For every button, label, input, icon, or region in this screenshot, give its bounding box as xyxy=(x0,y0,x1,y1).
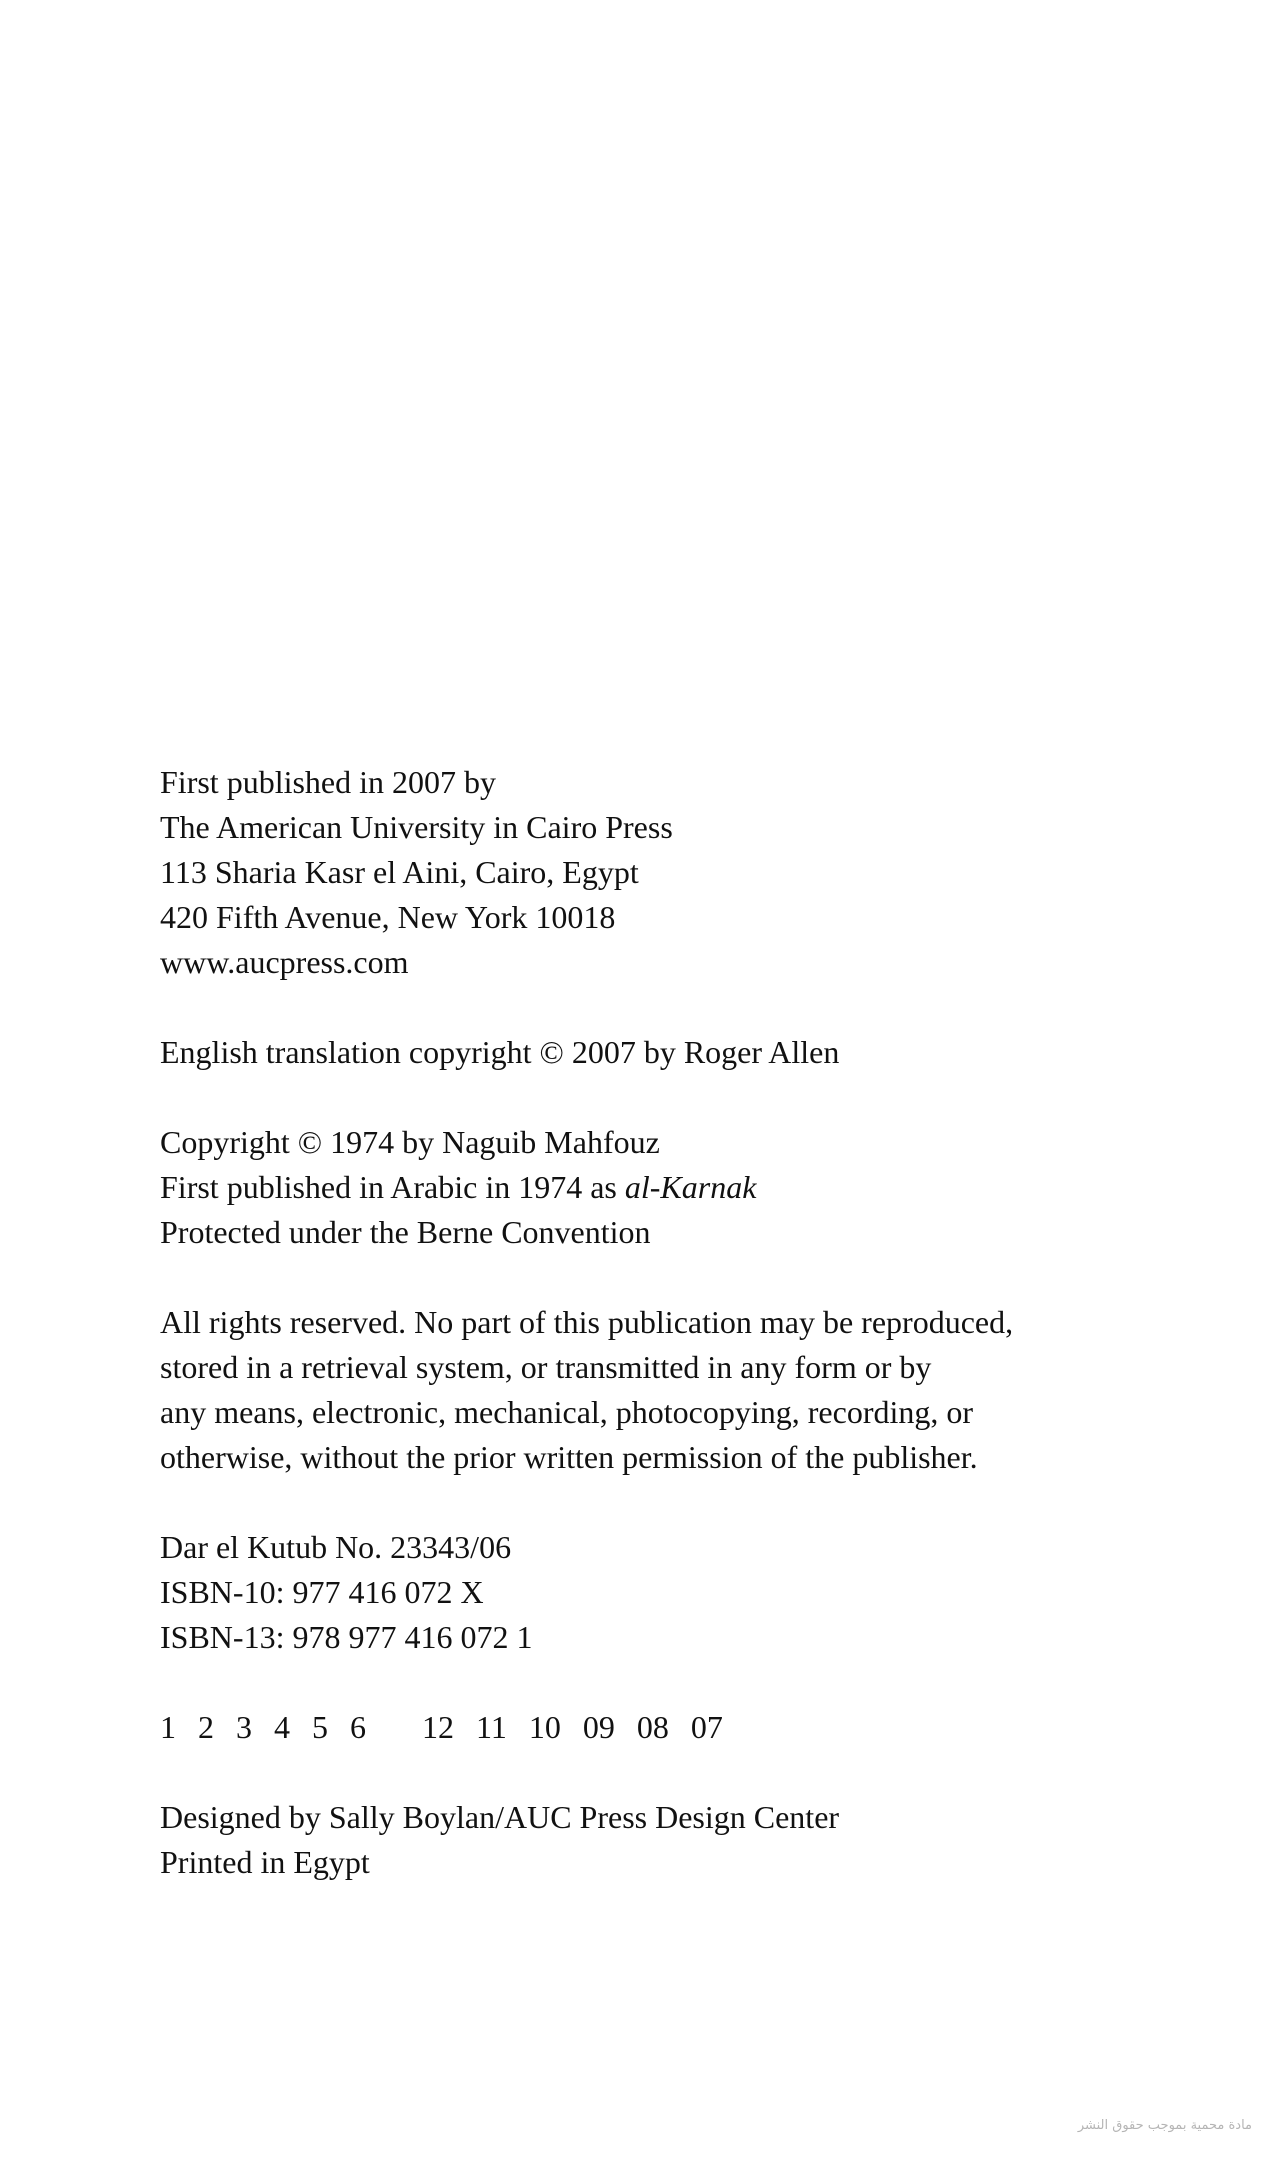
impression-number: 3 xyxy=(236,1709,252,1745)
rights-statement xyxy=(160,1300,1160,1480)
year-number: 09 xyxy=(582,1709,615,1745)
isbn-13: ISBN-13: 978 977 416 072 1 xyxy=(160,1619,533,1655)
first-published-line: First published in 2007 by xyxy=(160,764,497,800)
year-number: 11 xyxy=(476,1709,507,1745)
credits xyxy=(160,1795,1160,1885)
year-number: 12 xyxy=(422,1709,454,1745)
isbn-10: ISBN-10: 977 416 072 X xyxy=(160,1574,484,1610)
arabic-publication-line xyxy=(160,1165,1160,1210)
printed-in: Printed in Egypt xyxy=(160,1844,370,1880)
impression-number: 6 xyxy=(350,1709,366,1745)
translation-copyright xyxy=(160,1030,1160,1075)
impression-number: 1 xyxy=(160,1709,176,1745)
original-copyright xyxy=(160,1120,1160,1255)
translation-copyright-line: English translation copyright © 2007 by Roger Allen xyxy=(160,1034,840,1070)
publisher-address-newyork: 420 Fifth Avenue, New York 10018 xyxy=(160,899,616,935)
impression-number: 4 xyxy=(274,1709,290,1745)
rights-line-3: any means, electronic, mechanical, photocopying, recording, or xyxy=(160,1394,974,1430)
printing-line xyxy=(160,1705,1160,1750)
designer-credit: Designed by Sally Boylan/AUC Press Design Center xyxy=(160,1799,840,1835)
copyright-watermark: مادة محمية بموجب حقوق النشر xyxy=(1077,2118,1252,2133)
catalog-info xyxy=(160,1525,1160,1660)
berne-convention-line: Protected under the Berne Convention xyxy=(160,1214,651,1250)
original-copyright-line: Copyright © 1974 by Naguib Mahfouz xyxy=(160,1124,660,1160)
copyright-block xyxy=(160,760,1160,1885)
original-title: al-Karnak xyxy=(624,1169,757,1205)
publisher-address-cairo: 113 Sharia Kasr el Aini, Cairo, Egypt xyxy=(160,854,639,890)
publisher-website: www.aucpress.com xyxy=(160,944,409,980)
impression-number: 5 xyxy=(312,1709,328,1745)
arabic-publication-prefix: First published in Arabic in 1974 as xyxy=(160,1169,625,1205)
publisher-name: The American University in Cairo Press xyxy=(160,809,673,845)
rights-line-4: otherwise, without the prior written permission of the publisher. xyxy=(160,1439,978,1475)
rights-line-1: All rights reserved. No part of this publication may be reproduced, xyxy=(160,1304,1014,1340)
rights-line-2: stored in a retrieval system, or transmitted in any form or by xyxy=(160,1349,932,1385)
year-number: 08 xyxy=(636,1709,669,1745)
dar-el-kutub-number: Dar el Kutub No. 23343/06 xyxy=(160,1529,512,1565)
publisher-info xyxy=(160,760,1160,985)
year-number: 10 xyxy=(528,1709,561,1745)
year-number: 07 xyxy=(690,1709,723,1745)
impression-number: 2 xyxy=(198,1709,214,1745)
